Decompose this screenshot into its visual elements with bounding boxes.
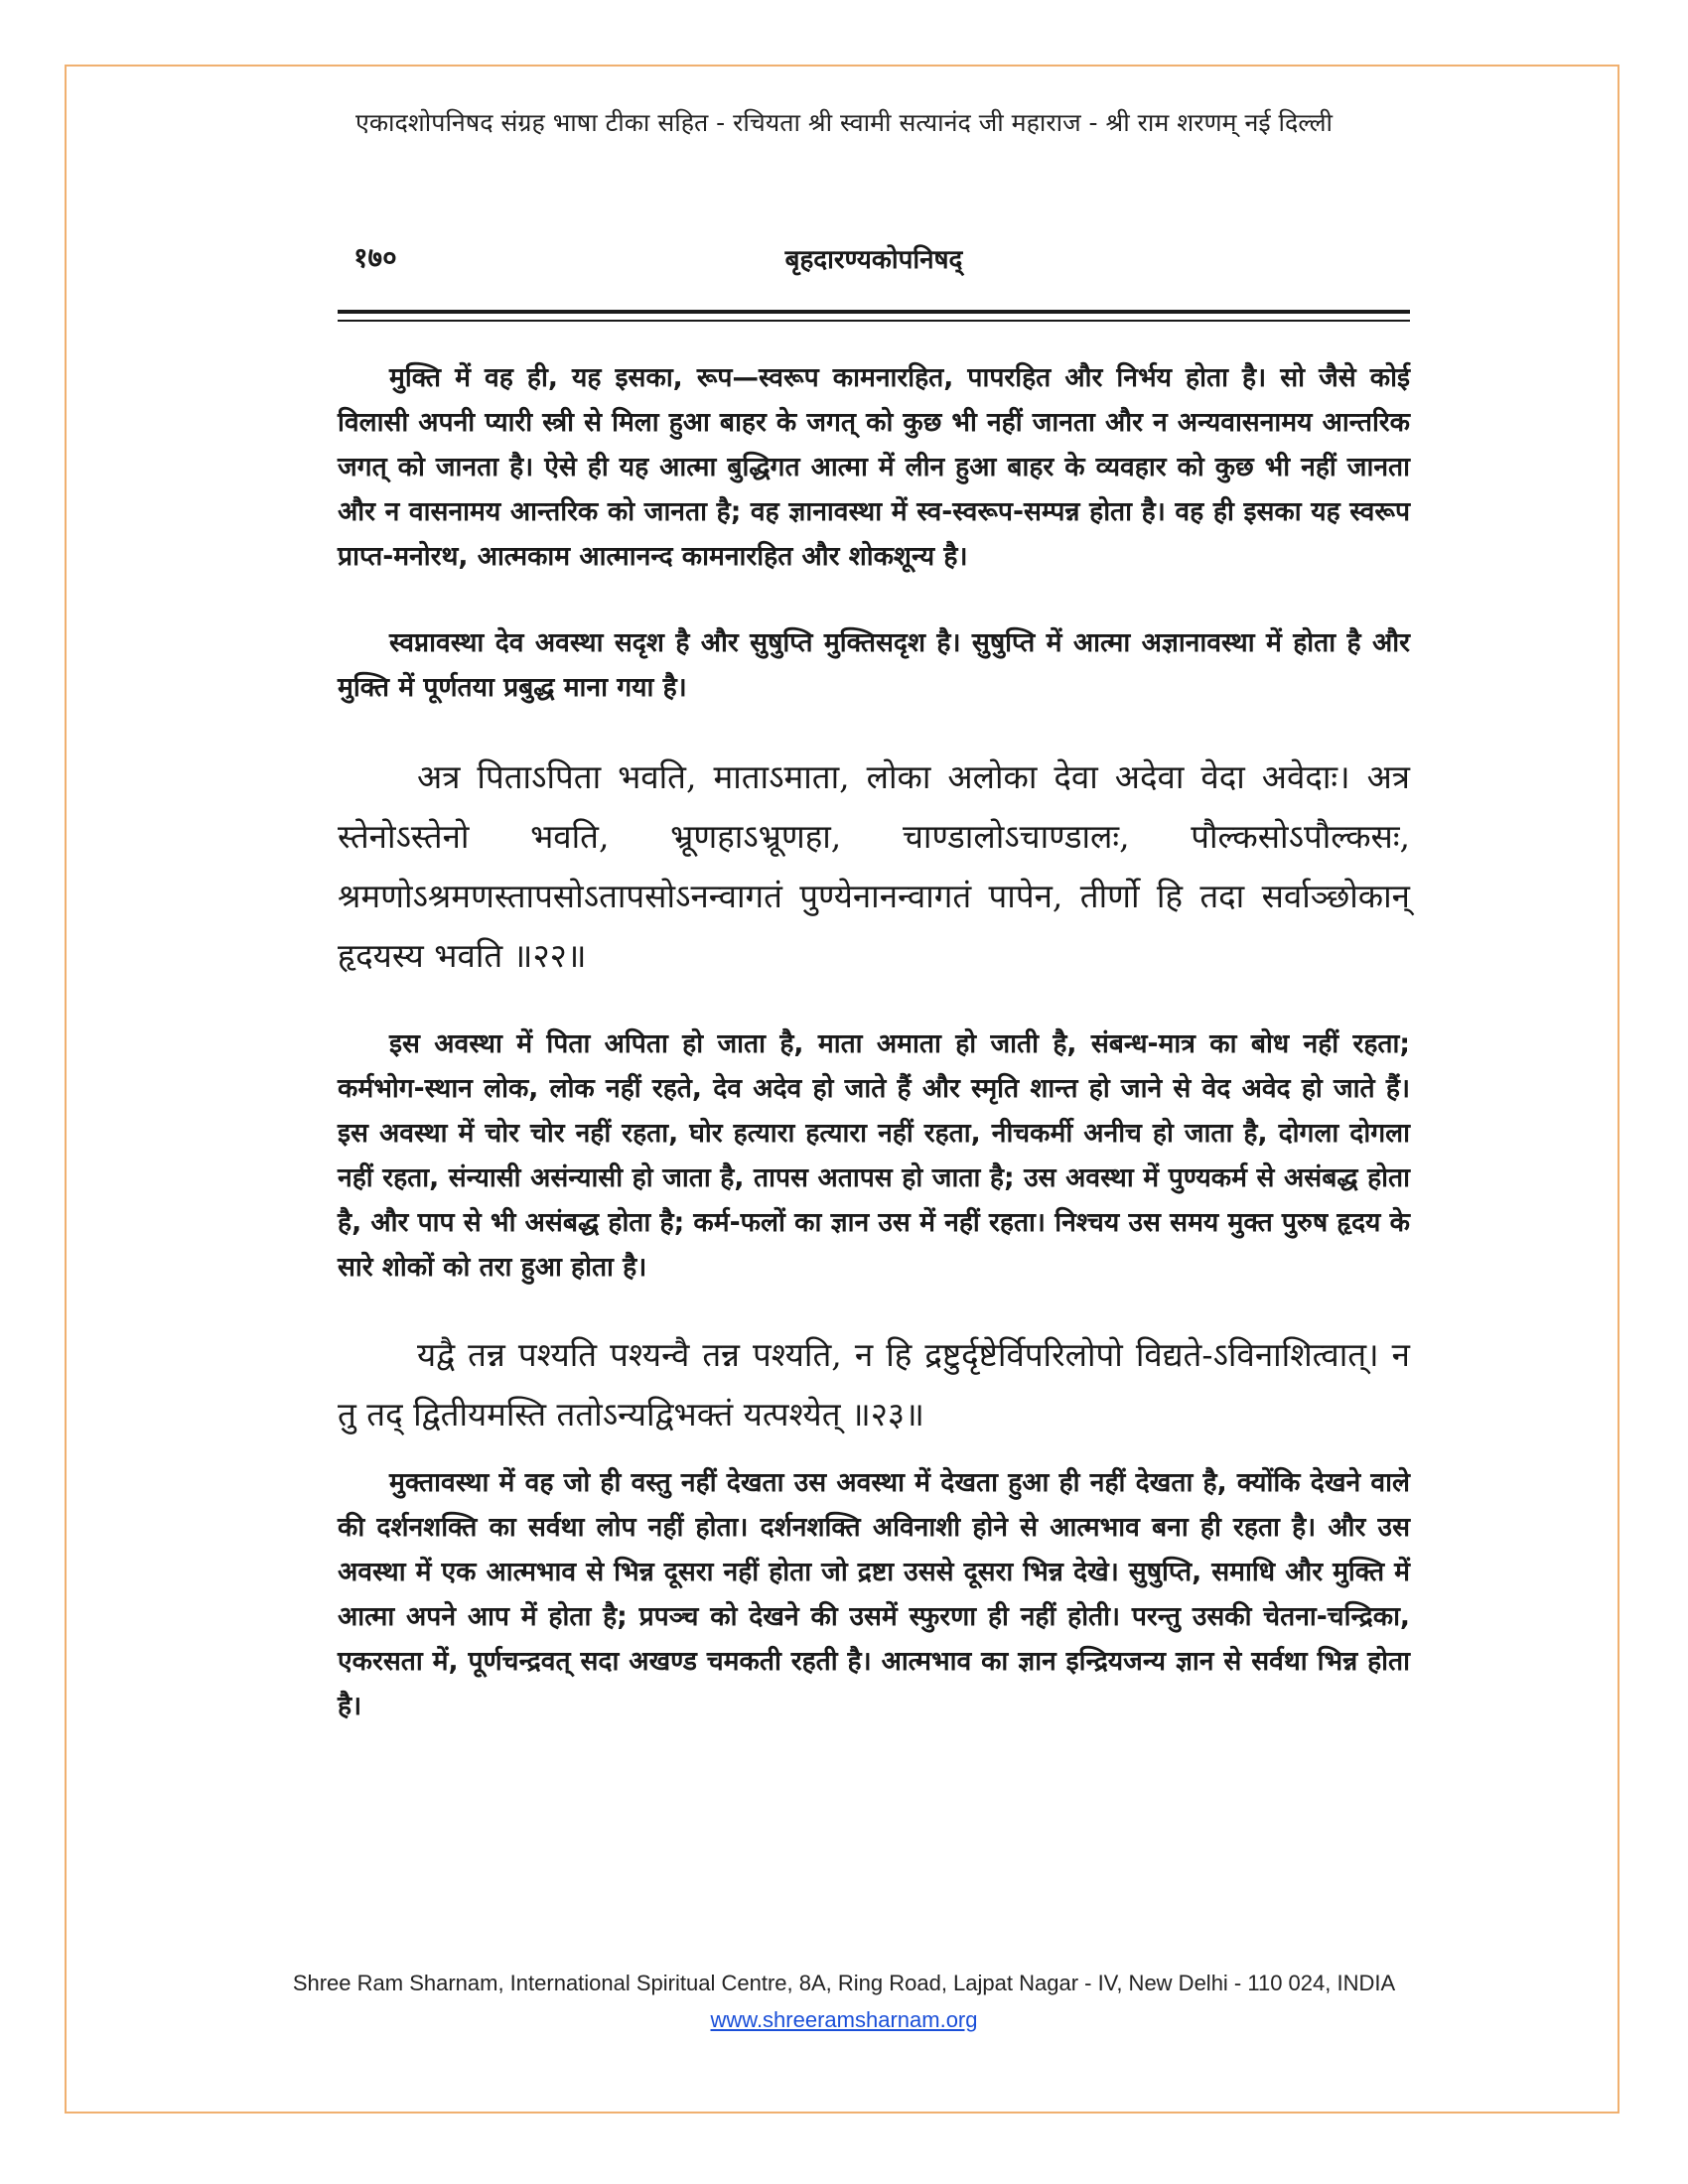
sanskrit-verse: यद्वै तन्न पश्यति पश्यन्वै तन्न पश्यति, न हि द्रष्टुर्दृष्टेर्विपरिलोपो विद्यते-ऽविनाशित्वात्। न तु तद् द्वितीयमस्ति ततोऽन्यद्विभक्तं यत्पश्येत् ॥२३॥: [338, 1335, 1410, 1433]
header-rule-thin: [338, 320, 1410, 322]
page-number: १७०: [353, 241, 397, 274]
website-link[interactable]: www.shreeramsharnam.org: [710, 2007, 978, 2032]
commentary-paragraph: मुक्तावस्था में वह जो ही वस्तु नहीं देखता उस अवस्था में देखता हुआ ही नहीं देखता है, क्योंकि देखने वाले की दर्शनशक्ति का सर्वथा लोप नहीं होता। दर्शनशक्ति अविनाशी होने से आत्मभाव बना ही रहता है। और उस अवस्था में एक आत्मभाव से भिन्न दूसरा नहीं होता जो द्रष्टा उससे दूसरा भिन्न देखे। सुषुप्ति, समाधि और मुक्ति में आत्मा अपने आप में होता है; प्रपञ्च को देखने की उसमें स्फुरणा ही नहीं होती। परन्तु उसकी चेतना-चन्द्रिका, एकरसता में, पूर्णचन्द्रवत् सदा अखण्ड चमकती रहती है। आत्मभाव का ज्ञान इन्द्रियजन्य ज्ञान से सर्वथा भिन्न होता है।: [338, 1467, 1410, 1721]
scanned-page: [338, 234, 1410, 1952]
footer-address: Shree Ram Sharnam, International Spiritual Centre, 8A, Ring Road, Lajpat Nagar - IV, New Delhi - 110 024, INDIA: [292, 1971, 1396, 1995]
commentary-paragraph: स्वप्नावस्था देव अवस्था सदृश है और सुषुप्ति मुक्तिसदृश है। सुषुप्ति में आत्मा अज्ञानावस्था में होता है और मुक्ति में पूर्णतया प्रबुद्ध माना गया है।: [338, 627, 1410, 703]
scan-header: [338, 234, 1410, 286]
footer-website: [119, 2007, 1569, 2033]
commentary-paragraph: मुक्ति में वह ही, यह इसका, रूप—स्वरूप कामनारहित, पापरहित और निर्भय होता है। सो जैसे कोई विलासी अपनी प्यारी स्त्री से मिला हुआ बाहर के जगत् को कुछ भी नहीं जानता और न अन्यवासनामय आन्तरिक जगत् को जानता है। ऐसे ही यह आत्मा बुद्धिगत आत्मा में लीन हुआ बाहर के व्यवहार को कुछ भी नहीं जानता और न वासनामय आन्तरिक को जानता है; वह ज्ञानावस्था में स्व-स्वरूप-सम्पन्न होता है। वह ही इसका यह स्वरूप प्राप्त-मनोरथ, आत्मकाम आत्मानन्द कामनारहित और शोकशून्य है।: [338, 362, 1410, 572]
header-rule-thick: [338, 310, 1410, 314]
commentary-paragraph: इस अवस्था में पिता अपिता हो जाता है, माता अमाता हो जाती है, संबन्ध-मात्र का बोध नहीं रहता; कर्मभोग-स्थान लोक, लोक नहीं रहते, देव अदेव हो जाते हैं और स्मृति शान्त हो जाने से वेद अवेद हो जाते हैं। इस अवस्था में चोर चोर नहीं रहता, घोर हत्यारा हत्यारा नहीं रहता, नीचकर्मी अनीच हो जाता है, दोगला दोगला नहीं रहता, संन्यासी असंन्यासी हो जाता है, तापस अतापस हो जाता है; उस अवस्था में पुण्यकर्म से असंबद्ध होता है, और पाप से भी असंबद्ध होता है; कर्म-फलों का ज्ञान उस में नहीं रहता। निश्चय उस समय मुक्त पुरुष हृदय के सारे शोकों को तरा हुआ होता है।: [338, 1028, 1410, 1283]
upanishad-title: बृहदारण्यकोपनिषद्: [784, 245, 963, 275]
running-header: एकादशोपनिषद संग्रह भाषा टीका सहित - रचियता श्री स्वामी सत्यानंद जी महाराज - श्री राम शरणम् नई दिल्ली: [355, 108, 1333, 137]
sanskrit-verse: अत्र पिताऽपिता भवति, माताऽमाता, लोका अलोका देवा अदेवा वेदा अवेदाः। अत्र स्तेनोऽस्तेनो भवति, भ्रूणहाऽभ्रूणहा, चाण्डालोऽचाण्डालः, पौल्कसोऽपौल्कसः, श्रमणोऽश्रमणस्तापसोऽतापसोऽनन्वागतं पुण्येनानन्वागतं पापेन, तीर्णो हि तदा सर्वाञ्छोकान् हृदयस्य भवति ॥२२॥: [338, 757, 1410, 975]
